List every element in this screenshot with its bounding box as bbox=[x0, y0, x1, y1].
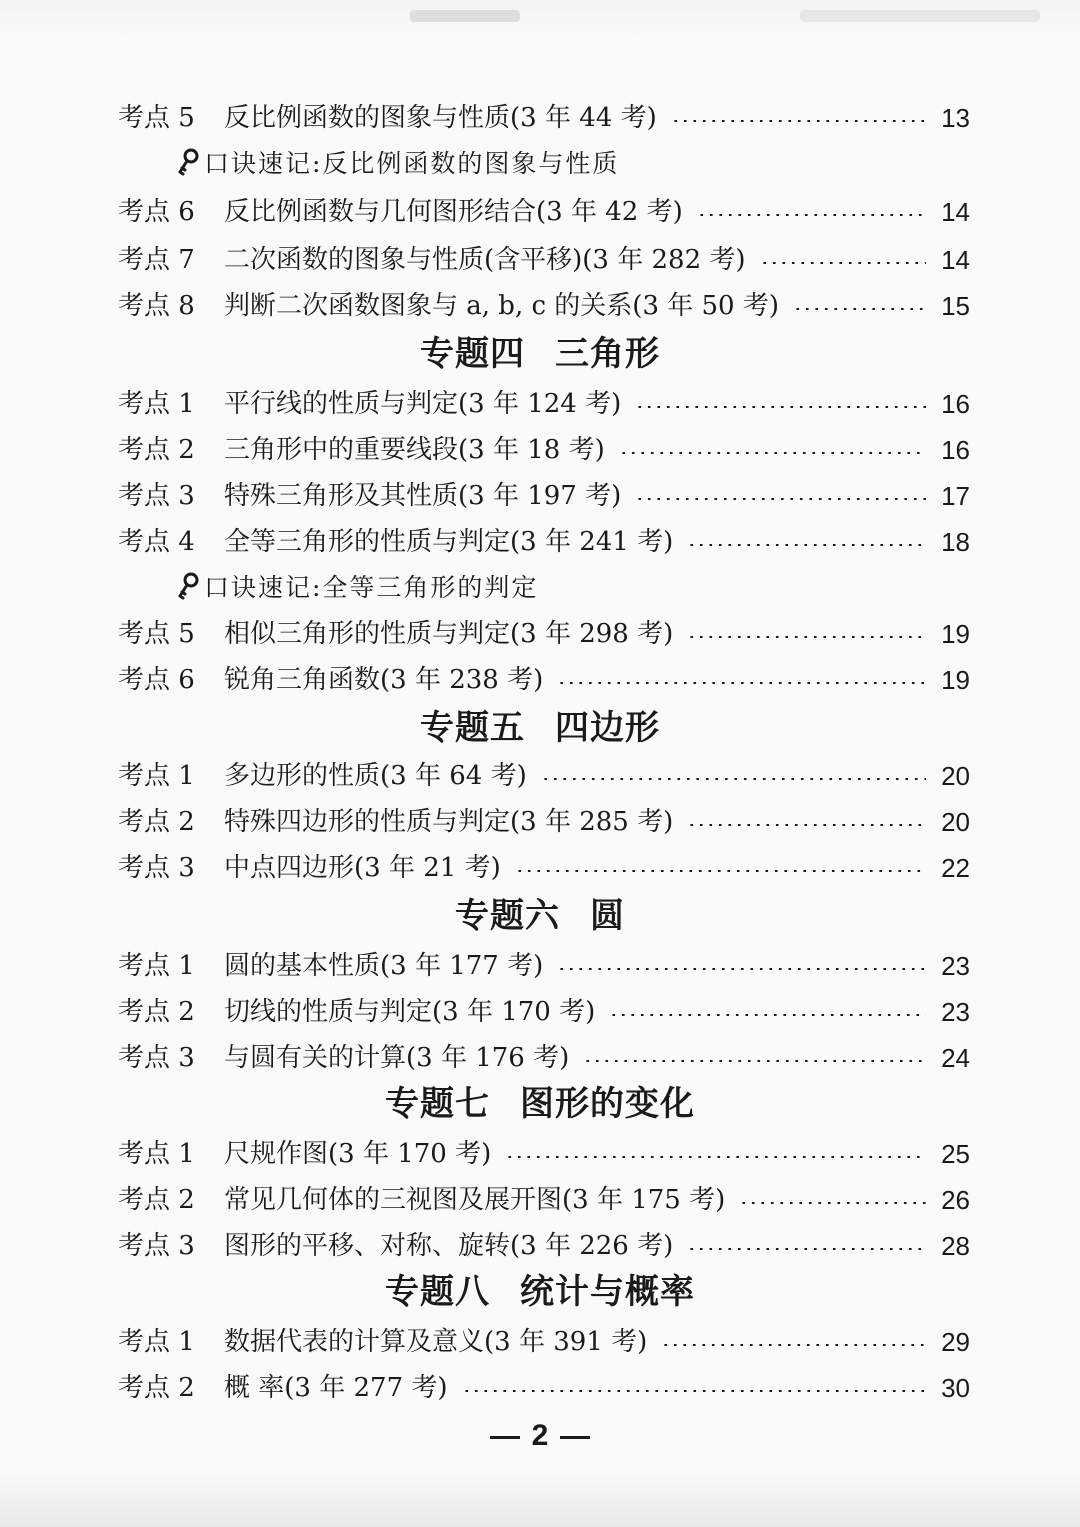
toc-entry-number: 考点 1 bbox=[118, 1139, 195, 1169]
toc-entry-number: 考点 2 bbox=[118, 997, 195, 1027]
toc-entry-page: 19 bbox=[941, 665, 970, 695]
section-heading bbox=[0, 892, 1080, 940]
toc-entry-title: 中点四边形(3 年 21 考) bbox=[224, 853, 501, 883]
dash-right bbox=[560, 1436, 590, 1439]
toc-entry bbox=[118, 1226, 970, 1266]
section-heading-number: 专题六 bbox=[455, 896, 560, 936]
toc-entry bbox=[118, 660, 970, 700]
toc-entry-title: 常见几何体的三视图及展开图(3 年 175 考) bbox=[224, 1185, 726, 1215]
toc-entry-number: 考点 1 bbox=[118, 1327, 195, 1357]
toc-entry bbox=[118, 1038, 970, 1078]
dot-leader bbox=[687, 636, 926, 638]
toc-entry-number: 考点 3 bbox=[118, 481, 195, 511]
mnemonic-note bbox=[176, 568, 538, 604]
toc-entry bbox=[118, 240, 970, 280]
toc-entry-number: 考点 5 bbox=[118, 619, 195, 649]
toc-entry-title: 三角形中的重要线段(3 年 18 考) bbox=[224, 435, 605, 465]
toc-entry-page: 17 bbox=[941, 481, 970, 511]
toc-entry-page: 23 bbox=[941, 997, 970, 1027]
toc-entry-title: 切线的性质与判定(3 年 170 考) bbox=[224, 997, 596, 1027]
toc-entry-number: 考点 1 bbox=[118, 389, 195, 419]
dot-leader bbox=[609, 1014, 926, 1016]
toc-entry-number: 考点 2 bbox=[118, 1373, 195, 1403]
section-heading bbox=[0, 1268, 1080, 1316]
toc-entry-page: 16 bbox=[941, 435, 970, 465]
dot-leader bbox=[462, 1390, 926, 1392]
dot-leader bbox=[515, 870, 926, 872]
key-icon bbox=[176, 572, 200, 600]
section-heading-number: 专题八 bbox=[385, 1272, 490, 1312]
toc-entry bbox=[118, 192, 970, 232]
toc-entry-title: 特殊三角形及其性质(3 年 197 考) bbox=[224, 481, 622, 511]
toc-entry-page: 28 bbox=[941, 1231, 970, 1261]
scan-artifact bbox=[800, 10, 1040, 22]
toc-entry-title: 平行线的性质与判定(3 年 124 考) bbox=[224, 389, 622, 419]
dot-leader bbox=[635, 498, 926, 500]
toc-entry-page: 22 bbox=[941, 853, 970, 883]
toc-entry-number: 考点 1 bbox=[118, 761, 195, 791]
section-heading-title: 三角形 bbox=[555, 334, 660, 374]
section-heading-title: 统计与概率 bbox=[520, 1272, 695, 1312]
toc-entry-title: 锐角三角函数(3 年 238 考) bbox=[224, 665, 544, 695]
toc-entry bbox=[118, 1322, 970, 1362]
toc-entry-title: 反比例函数的图象与性质(3 年 44 考) bbox=[224, 103, 657, 133]
section-heading-title: 四边形 bbox=[555, 708, 660, 748]
toc-entry-page: 25 bbox=[941, 1139, 970, 1169]
toc-entry-number: 考点 4 bbox=[118, 527, 195, 557]
toc-entry-page: 18 bbox=[941, 527, 970, 557]
toc-entry-title: 相似三角形的性质与判定(3 年 298 考) bbox=[224, 619, 674, 649]
dot-leader bbox=[760, 262, 926, 264]
toc-entry-number: 考点 5 bbox=[118, 103, 195, 133]
toc-entry-title: 与圆有关的计算(3 年 176 考) bbox=[224, 1043, 570, 1073]
scan-artifact bbox=[410, 10, 520, 22]
section-heading-title: 图形的变化 bbox=[520, 1084, 695, 1124]
toc-entry-page: 24 bbox=[941, 1043, 970, 1073]
dot-leader bbox=[635, 406, 926, 408]
toc-entry bbox=[118, 286, 970, 326]
toc-entry-number: 考点 2 bbox=[118, 435, 195, 465]
toc-entry-title: 圆的基本性质(3 年 177 考) bbox=[224, 951, 544, 981]
dot-leader bbox=[793, 308, 926, 310]
toc-entry-title: 数据代表的计算及意义(3 年 391 考) bbox=[224, 1327, 648, 1357]
toc-entry-number: 考点 6 bbox=[118, 665, 195, 695]
toc-entry-page: 29 bbox=[941, 1327, 970, 1357]
dot-leader bbox=[557, 968, 926, 970]
toc-entry-number: 考点 6 bbox=[118, 197, 195, 227]
toc-entry-page: 14 bbox=[941, 197, 970, 227]
page-number-footer bbox=[0, 1414, 1080, 1458]
dot-leader bbox=[697, 214, 926, 216]
toc-entry-page: 23 bbox=[941, 951, 970, 981]
toc-entry-number: 考点 1 bbox=[118, 951, 195, 981]
toc-entry-page: 19 bbox=[941, 619, 970, 649]
dot-leader bbox=[739, 1202, 926, 1204]
toc-entry-title: 多边形的性质(3 年 64 考) bbox=[224, 761, 527, 791]
toc-entry bbox=[118, 802, 970, 842]
toc-entry bbox=[118, 384, 970, 424]
dash-left bbox=[490, 1436, 520, 1439]
section-heading bbox=[0, 704, 1080, 752]
page-number: 2 bbox=[531, 1419, 549, 1452]
dot-leader bbox=[661, 1344, 926, 1346]
section-heading-number: 专题五 bbox=[420, 708, 525, 748]
toc-entry-page: 13 bbox=[941, 103, 970, 133]
toc-entry bbox=[118, 848, 970, 888]
toc-entry-title: 图形的平移、对称、旋转(3 年 226 考) bbox=[224, 1231, 674, 1261]
toc-entry-number: 考点 7 bbox=[118, 245, 195, 275]
toc-entry-page: 16 bbox=[941, 389, 970, 419]
key-icon bbox=[176, 148, 200, 176]
toc-entry-page: 15 bbox=[941, 291, 970, 321]
toc-entry-title: 尺规作图(3 年 170 考) bbox=[224, 1139, 492, 1169]
toc-entry-number: 考点 2 bbox=[118, 1185, 195, 1215]
toc-entry bbox=[118, 992, 970, 1032]
section-heading-title: 圆 bbox=[590, 896, 625, 936]
toc-entry bbox=[118, 1368, 970, 1408]
toc-entry-title: 全等三角形的性质与判定(3 年 241 考) bbox=[224, 527, 674, 557]
toc-entry-title: 反比例函数与几何图形结合(3 年 42 考) bbox=[224, 197, 683, 227]
toc-entry bbox=[118, 614, 970, 654]
toc-entry bbox=[118, 1180, 970, 1220]
toc-entry-number: 考点 3 bbox=[118, 853, 195, 883]
toc-entry bbox=[118, 430, 970, 470]
toc-entry bbox=[118, 1134, 970, 1174]
section-heading bbox=[0, 1080, 1080, 1128]
toc-entry-page: 20 bbox=[941, 807, 970, 837]
toc-entry-title: 特殊四边形的性质与判定(3 年 285 考) bbox=[224, 807, 674, 837]
toc-entry bbox=[118, 476, 970, 516]
dot-leader bbox=[557, 682, 926, 684]
dot-leader bbox=[671, 120, 926, 122]
dot-leader bbox=[583, 1060, 926, 1062]
toc-entry-number: 考点 3 bbox=[118, 1231, 195, 1261]
toc-entry-page: 26 bbox=[941, 1185, 970, 1215]
dot-leader bbox=[687, 544, 926, 546]
section-heading-number: 专题四 bbox=[420, 334, 525, 374]
section-heading bbox=[0, 330, 1080, 378]
mnemonic-text: 口诀速记:全等三角形的判定 bbox=[204, 573, 539, 602]
dot-leader bbox=[541, 778, 926, 780]
toc-entry-title: 判断二次函数图象与 a, b, c 的关系(3 年 50 考) bbox=[224, 291, 780, 321]
toc-entry bbox=[118, 522, 970, 562]
toc-entry bbox=[118, 946, 970, 986]
toc-entry-page: 20 bbox=[941, 761, 970, 791]
dot-leader bbox=[505, 1156, 926, 1158]
mnemonic-text: 口诀速记:反比例函数的图象与性质 bbox=[204, 149, 620, 178]
dot-leader bbox=[687, 824, 926, 826]
toc-entry-title: 概 率(3 年 277 考) bbox=[224, 1373, 448, 1403]
dot-leader bbox=[687, 1248, 926, 1250]
toc-entry bbox=[118, 756, 970, 796]
toc-entry-page: 14 bbox=[941, 245, 970, 275]
toc-entry-number: 考点 8 bbox=[118, 291, 195, 321]
dot-leader bbox=[619, 452, 926, 454]
toc-entry-number: 考点 2 bbox=[118, 807, 195, 837]
mnemonic-note bbox=[176, 144, 619, 180]
toc-entry-page: 30 bbox=[941, 1373, 970, 1403]
toc-entry-number: 考点 3 bbox=[118, 1043, 195, 1073]
toc-entry bbox=[118, 98, 970, 138]
section-heading-number: 专题七 bbox=[385, 1084, 490, 1124]
toc-entry-title: 二次函数的图象与性质(含平移)(3 年 282 考) bbox=[224, 245, 746, 275]
